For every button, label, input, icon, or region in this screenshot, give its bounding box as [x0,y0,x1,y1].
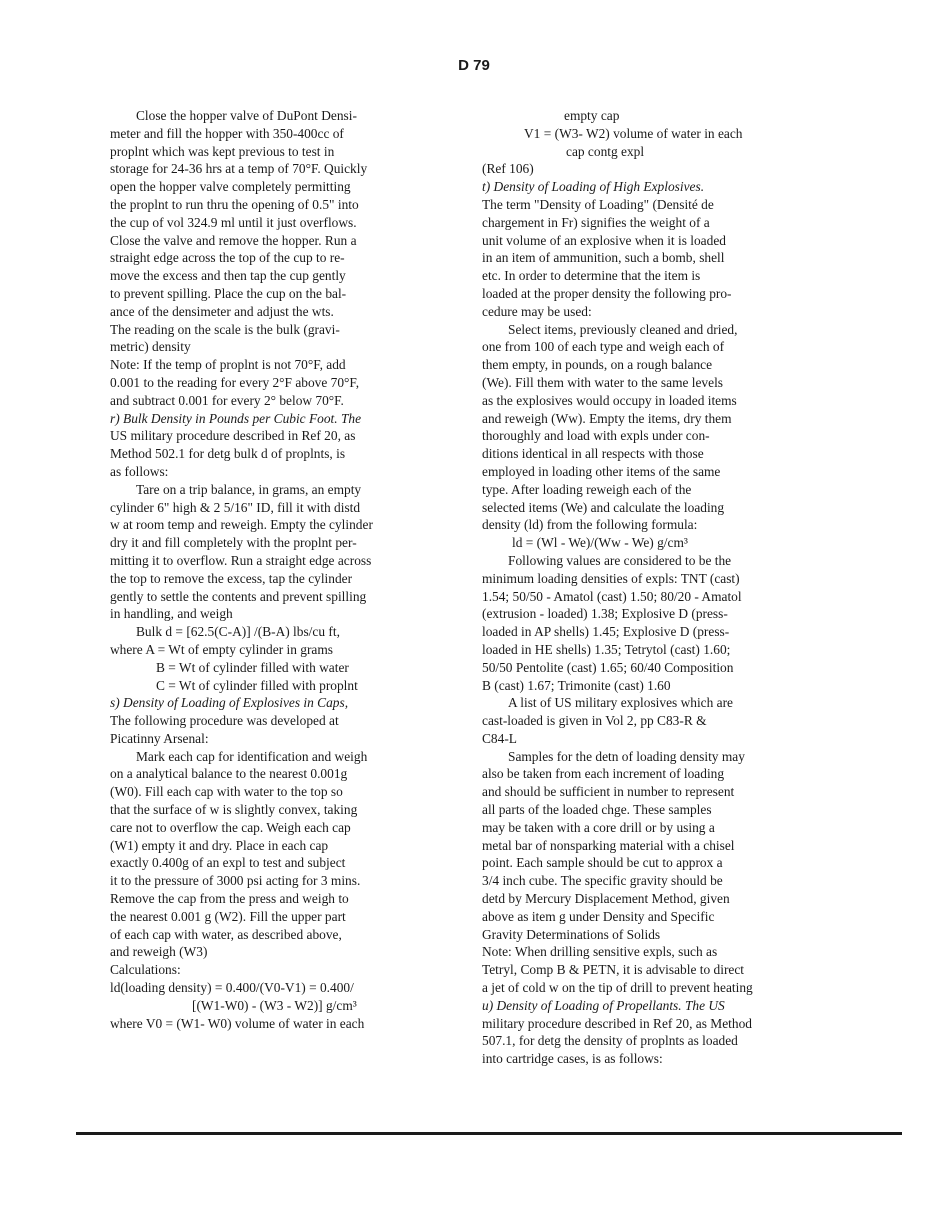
text-line: and should be sufficient in number to represent [482,784,735,800]
text-line: detd by Mercury Displacement Method, given [482,891,730,907]
section-heading-s: s) Density of Loading of Explosives in Caps, [110,695,349,711]
note-line: Note: When drilling sensitive expls, such as [482,944,718,960]
text-line: that the surface of w is slightly convex, taking [110,802,358,818]
formula-line: Bulk d = [62.5(C-A)] /(B-A) lbs/cu ft, [136,624,340,640]
text-line: gently to settle the contents and prevent spilling [110,588,367,604]
text-line: exactly 0.400g of an expl to test and subject [110,855,346,871]
text-line: Remove the cap from the press and weigh to [110,891,349,907]
text-line: unit volume of an explosive when it is loaded [482,232,726,248]
text-line: military procedure described in Ref 20, as Method [482,1015,752,1031]
text-line: The following procedure was developed at [110,713,339,729]
text-line: as the explosives would occupy in loaded items [482,392,737,408]
text-line: the top to remove the excess, tap the cylinder [110,570,353,586]
text-line: mitting it to overflow. Run a straight edge across [110,552,372,568]
text-line: C = Wt of cylinder filled with proplnt [156,677,358,693]
text-line: Method 502.1 for detg bulk d of proplnts, is [110,446,346,462]
text-line: Select items, previously cleaned and dried, [508,321,738,337]
text-line: Calculations: [110,962,181,978]
text-line: cedure may be used: [482,303,592,319]
text-line: and reweigh (W3) [110,944,208,960]
text-line: to prevent spilling. Place the cup on the bal- [110,285,347,301]
text-line: and subtract 0.001 for every 2° below 70°F. [110,392,344,408]
text-line: may be taken with a core drill or by using a [482,819,715,835]
text-line: empty cap [564,108,620,123]
text-line: them empty, in pounds, on a rough balance [482,357,713,373]
text-line: 50/50 Pentolite (cast) 1.65; 60/40 Composition [482,659,734,675]
text-line: in an item of ammunition, such a bomb, shell [482,250,725,266]
section-heading-r: r) Bulk Density in Pounds per Cubic Foot. The [110,410,362,426]
text-line: selected items (We) and calculate the loading [482,499,725,515]
text-line: into cartridge cases, is as follows: [482,1051,663,1067]
text-line: where A = Wt of empty cylinder in grams [110,641,333,657]
text-line: meter and fill the hopper with 350-400cc of [110,125,344,141]
text-line: of each cap with water, as described above, [110,926,342,942]
footer-rule [76,1132,902,1135]
text-line: (Ref 106) [482,161,534,177]
text-line: Samples for the detn of loading density may [508,748,745,764]
text-line: etc. In order to determine that the item is [482,268,701,284]
text-line: w at room temp and reweigh. Empty the cylinder [110,517,373,533]
text-line: loaded at the proper density the following pro- [482,285,732,301]
section-heading-t: t) Density of Loading of High Explosives. [482,179,705,195]
text-line: it to the pressure of 3000 psi acting for 3 mins. [110,873,361,889]
text-line: ance of the densimeter and adjust the wts. [110,303,334,319]
text-line: one from 100 of each type and weigh each of [482,339,725,355]
section-heading-u: u) Density of Loading of Propellants. The US [482,997,725,1013]
text-line: Following values are considered to be the [508,552,732,568]
text-line: thoroughly and load with expls under con- [482,428,710,444]
text-line: care not to overflow the cap. Weigh each cap [110,819,351,835]
text-line: 1.54; 50/50 - Amatol (cast) 1.50; 80/20 - Amatol [482,588,742,604]
text-line: 507.1, for detg the density of proplnts as loaded [482,1033,738,1049]
text-line: in handling, and weigh [110,606,233,622]
text-line: chargement in Fr) signifies the weight of a [482,214,710,230]
text-line: the cup of vol 324.9 ml until it just overflows. [110,214,357,230]
left-column [110,107,440,1032]
formula-line: V1 = (W3- W2) volume of water in each [524,125,743,141]
text-line: The term "Density of Loading" (Densité de [482,196,714,212]
text-line: (extrusion - loaded) 1.38; Explosive D (press- [482,606,728,622]
text-line: open the hopper valve completely permitting [110,179,351,195]
text-line: all parts of the loaded chge. These samples [482,802,712,818]
text-line: where V0 = (W1- W0) volume of water in each [110,1015,365,1031]
text-line: above as item g under Density and Specific [482,908,715,924]
text-line: Tare on a trip balance, in grams, an empty [136,481,362,497]
text-line: C84-L [482,730,517,746]
text-line: metric) density [110,339,191,355]
text-line: B = Wt of cylinder filled with water [156,659,349,675]
text-line: density (ld) from the following formula: [482,517,698,533]
text-line: also be taken from each increment of loading [482,766,725,782]
text-line: (W1) empty it and dry. Place in each cap [110,837,329,853]
text-line: and reweigh (Ww). Empty the items, dry them [482,410,732,426]
text-line: cast-loaded is given in Vol 2, pp C83-R & [482,713,707,729]
text-line: point. Each sample should be cut to approx a [482,855,723,871]
text-line: move the excess and then tap the cup gently [110,268,346,284]
text-line: the proplnt to run thru the opening of 0.5" into [110,196,359,212]
formula-line: [(W1-W0) - (W3 - W2)] g/cm³ [192,997,357,1013]
text-line: as follows: [110,463,169,479]
text-line: Tetryl, Comp B & PETN, it is advisable to direct [482,962,745,978]
text-line: type. After loading reweigh each of the [482,481,692,497]
text-line: proplnt which was kept previous to test in [110,143,335,159]
text-line: Close the hopper valve of DuPont Densi- [136,108,357,123]
text-line: The reading on the scale is the bulk (gravi- [110,321,340,337]
text-line: ditions identical in all respects with those [482,446,704,462]
text-line: the nearest 0.001 g (W2). Fill the upper part [110,908,346,924]
text-line: loaded in HE shells) 1.35; Tetrytol (cast) 1.60; [482,641,731,657]
text-line: a jet of cold w on the tip of drill to prevent heating [482,980,753,996]
text-line: US military procedure described in Ref 20, as [110,428,356,444]
text-line: on a analytical balance to the nearest 0.001g [110,766,348,782]
note-line: Note: If the temp of proplnt is not 70°F, add [110,357,346,373]
right-column [482,107,830,1068]
text-line: employed in loading other items of the same [482,463,721,479]
text-line: 3/4 inch cube. The specific gravity should be [482,873,723,889]
text-line: dry it and fill completely with the proplnt per- [110,535,357,551]
text-line: (W0). Fill each cap with water to the top so [110,784,343,800]
page-number: D 79 [458,57,490,74]
text-line: 0.001 to the reading for every 2°F above 70°F, [110,374,360,390]
formula-line: ld(loading density) = 0.400/(V0-V1) = 0.400/ [110,980,354,996]
text-line: metal bar of nonsparking material with a chisel [482,837,735,853]
text-line: Picatinny Arsenal: [110,730,209,746]
text-line: loaded in AP shells) 1.45; Explosive D (press- [482,624,730,640]
text-line: B (cast) 1.67; Trimonite (cast) 1.60 [482,677,671,693]
text-line: A list of US military explosives which are [508,695,734,711]
text-line: (We). Fill them with water to the same levels [482,374,724,390]
text-line: cap contg expl [566,143,645,159]
text-line: Gravity Determinations of Solids [482,926,661,942]
text-line: straight edge across the top of the cup to re- [110,250,345,266]
formula-line: ld = (Wl - We)/(Ww - We) g/cm³ [512,535,688,551]
text-line: cylinder 6" high & 2 5/16" ID, fill it with distd [110,499,361,515]
text-line: minimum loading densities of expls: TNT (cast) [482,570,740,586]
text-line: Mark each cap for identification and weigh [136,748,368,764]
text-line: Close the valve and remove the hopper. Run a [110,232,357,248]
text-line: storage for 24-36 hrs at a temp of 70°F. Quickly [110,161,368,177]
